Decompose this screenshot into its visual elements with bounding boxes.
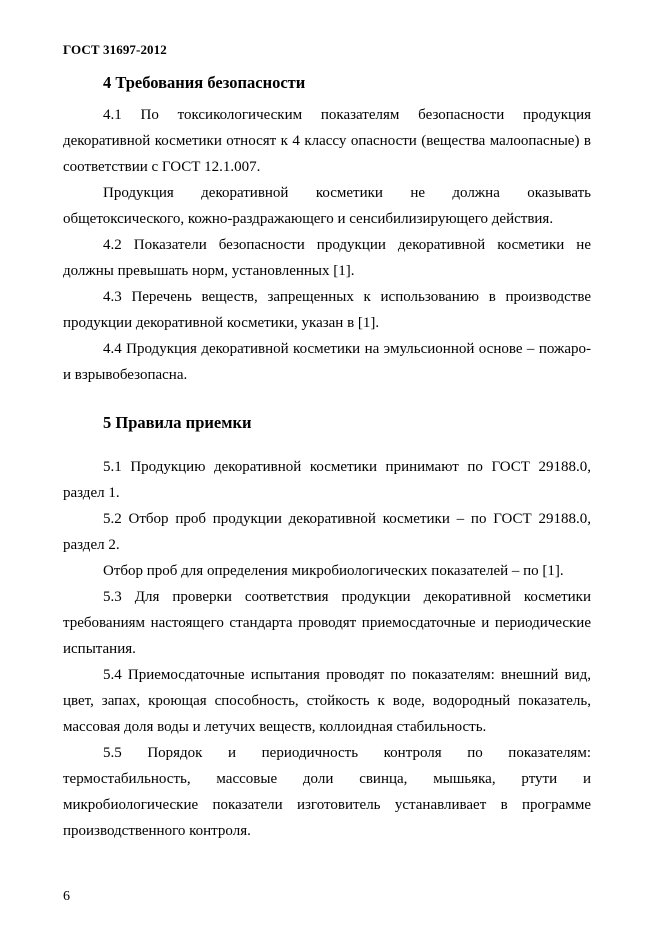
paragraph-4-1-note: Продукция декоративной косметики не должна оказывать общетоксического, кожно-раздражающего и сенсибилизирующего действия.: [63, 185, 591, 227]
paragraph-5-5: 5.5 Порядок и периодичность контроля по показателям: термостабильность, массовые доли свинца, мышьяка, ртути и микробиологические показатели изготовитель устанавливает в программе производственного контроля.: [63, 745, 591, 839]
paragraph-4-4: 4.4 Продукция декоративной косметики на эмульсионной основе – пожаро- и взрывобезопасна.: [63, 341, 591, 383]
section-5-title: 5 Правила приемки: [103, 413, 252, 432]
section-4-title: 4 Требования безопасности: [103, 73, 306, 92]
paragraph-5-2: 5.2 Отбор проб продукции декоративной косметики – по ГОСТ 29188.0, раздел 2.: [63, 511, 591, 553]
paragraph-5-3: 5.3 Для проверки соответствия продукции декоративной косметики требованиям настоящего стандарта проводят приемосдаточные и периодические испытания.: [63, 589, 591, 657]
paragraph-4-2: 4.2 Показатели безопасности продукции декоративной косметики не должны превышать норм, установленных [1].: [63, 237, 591, 279]
page-number: 6: [63, 889, 70, 904]
paragraph-5-2-note: Отбор проб для определения микробиологических показателей – по [1].: [103, 563, 564, 579]
paragraph-4-1: 4.1 По токсикологическим показателям безопасности продукция декоративной косметики относят к 4 классу опасности (вещества малоопасные) в соответствии с ГОСТ 12.1.007.: [63, 107, 591, 175]
document-body: [63, 72, 591, 844]
paragraph-5-4: 5.4 Приемосдаточные испытания проводят по показателям: внешний вид, цвет, запах, кроющая способность, стойкость к воде, водородный показатель, массовая доля воды и летучих веществ, коллоидная стабильность.: [63, 667, 591, 735]
paragraph-5-1: 5.1 Продукцию декоративной косметики принимают по ГОСТ 29188.0, раздел 1.: [63, 459, 591, 501]
paragraph-4-3: 4.3 Перечень веществ, запрещенных к использованию в производстве продукции декоративной косметики, указан в [1].: [63, 289, 591, 331]
document-code: ГОСТ 31697-2012: [63, 42, 167, 57]
